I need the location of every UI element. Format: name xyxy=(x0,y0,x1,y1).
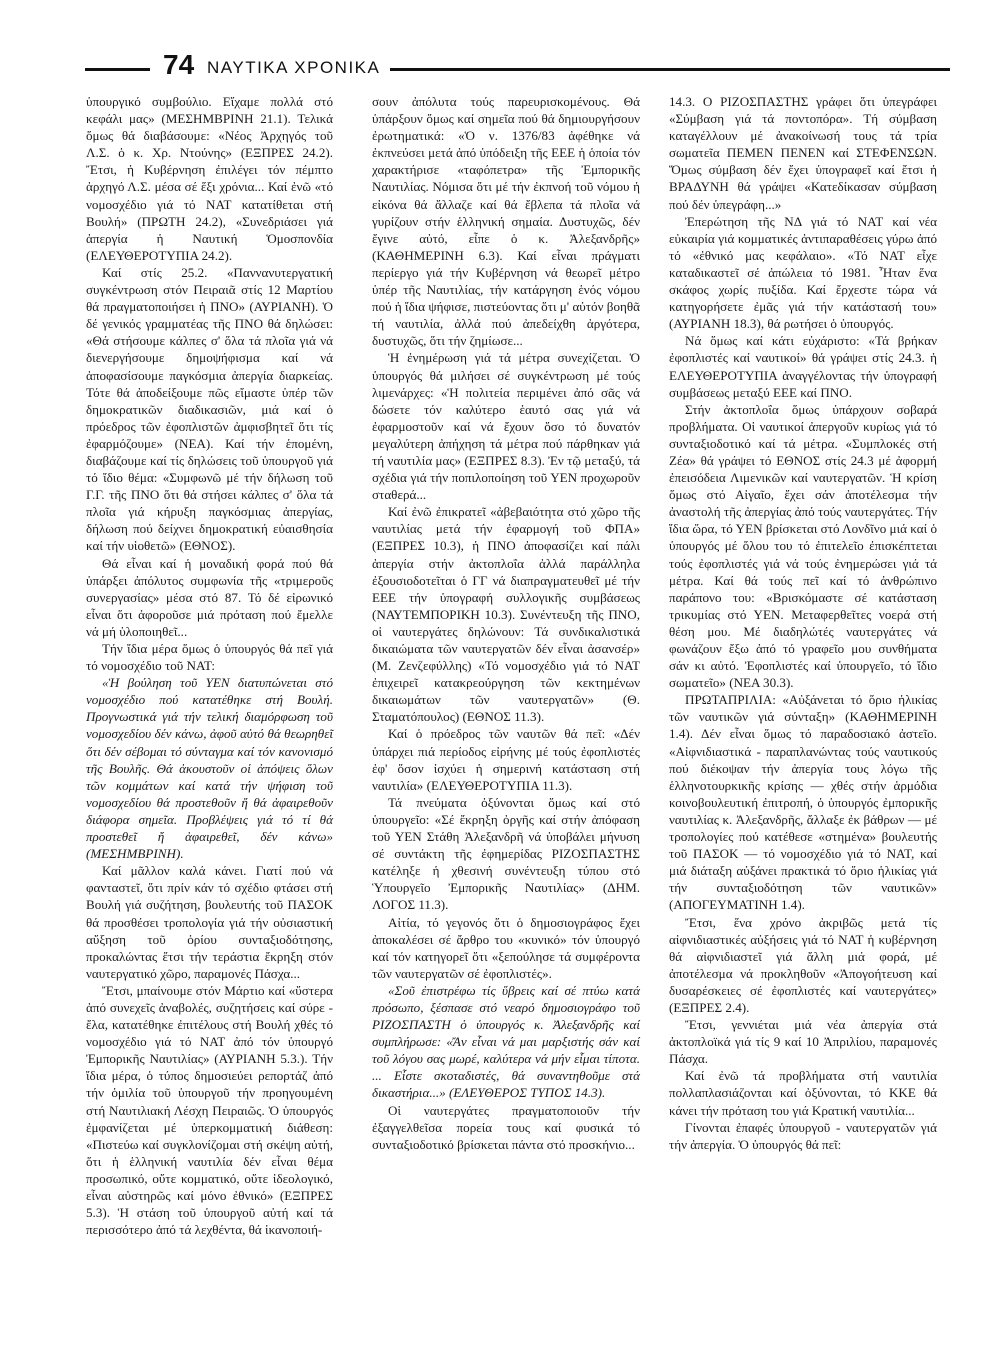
paragraph: 14.3. Ο ΡΙΖΟΣΠΑΣΤΗΣ γράφει ὅτι ὑπεγράφει «Σύμβαση γιά τά ποντοπόρα». Τή σύμβαση καταγέλλουν μέ ἀνακοίνωσή τους τά τρία σωματεῖα ΠΕΜΕΝ ΠΕΝΕΝ καί ΣΤΕΦΕΝΣΩΝ. Ὅμως σύμβαση δέν ἔχει ὑπογραφεῖ καί ἔτσι ἡ ΒΡΑΔΥΝΗ θά γράψει «Κατεδίκασαν σύμβαση πού δέν ὑπεγράφη...» xyxy=(669,94,937,212)
paragraph: Τήν ἴδια μέρα ὅμως ὁ ὑπουργός θά πεῖ γιά τό νομοσχέδιο τοῦ ΝΑΤ: xyxy=(86,641,333,674)
paragraph: Καί στίς 25.2. «Παννανυτεργατική συγκέντρωση στόν Πειραιᾶ στίς 12 Μαρτίου θά πραγματοποιήσει ἡ ΠΝΟ» (ΑΥΡΙΑΝΗ). Ὁ δέ γενικός γραμματέας τῆς ΠΝΟ θά δηλώσει: «Θά στήσουμε κάλπες σ' ὅλα τά πλοῖα γιά νά διενεργήσουμε δημοψήφισμα καί νά ἀποφασίσουμε παγκόσμια ἀπεργία διαρκείας. Τότε θά ἀποδείξουμε πῶς εἴμαστε ὑπέρ τῶν δημοκρατικῶν διαδικασιῶν, μιά καί ὁ πρόεδρος τῶν ἐφοπλιστῶν ἀμφισβητεῖ ὅτι τίς ἐφαρμόζουμε» (ΝΕΑ). Καί τήν ἑπομένη, διαβάζουμε καί τίς δηλώσεις τοῦ ὑπουργοῦ γιά τό ἴδιο θέμα: «Συμφωνῶ μέ τήν δήλωση τοῦ Γ.Γ. τῆς ΠΝΟ ὅτι θά στήσει κάλπες σ' ὅλα τά πλοῖα γιά κήρυξη παγκόσμιας ἀπεργίας, δήλωση πού δείχνει δημοκρατική εὐαισθησία καί τήν υἱοθετῶ» (ΕΘΝΟΣ). xyxy=(86,264,333,554)
paragraph: «Ἡ βούληση τοῦ ΥΕΝ διατυπώνεται στό νομοσχέδιο πού κατατέθηκε στή Βουλή. Προγνωστικά γιά τήν τελική διαμόρφωση τοῦ νομοσχεδίου δέν κάνω, ἀφοῦ αὐτό θά θεωρηθεῖ ὅτι δέν σέβομαι τό σύνταγμα καί τόν κανονισμό τῆς Βουλῆς. Θά ἀκουστοῦν οἱ ἀπόψεις ὅλων τῶν κομμάτων καί κατά τήν ψήφιση τοῦ νομοσχεδίου θά προστεθοῦν ἤ θά ἀφαιρεθοῦν διάφορα σημεῖα. Προβλέψεις γιά τό τί θά προστεθεῖ ἤ ἀφαιρεθεῖ, δέν κάνω» (ΜΕΣΗΜΒΡΙΝΗ). xyxy=(86,675,333,862)
page-number: 74 xyxy=(163,49,195,80)
text-column-3 xyxy=(669,93,937,1153)
paragraph: Γίνονται ἐπαφές ὑπουργοῦ - ναυτεργατῶν γιά τήν ἀπεργία. Ὁ ὑπουργός θά πεῖ: xyxy=(669,1119,937,1152)
paragraph: Ἐπερώτηση τῆς ΝΔ γιά τό ΝΑΤ καί νέα εὐκαιρία γιά κομματικές ἀντιπαραθέσεις γύρω ἀπό τό «ἐθνικό μας κεφάλαιο». «Τό ΝΑΤ εἶχε καταδικαστεῖ σέ ἀπώλεια τό 1981. Ἦταν ἕνα σκάφος χωρίς πυξίδα. Καί ἔρχεστε τώρα νά κατηγορήσετε ἐμᾶς γιά τήν κατάστασή του» (ΑΥΡΙΑΝΗ 18.3), θά ρωτήσει ὁ ὑπουργός. xyxy=(669,213,937,332)
header-rule-right xyxy=(390,68,950,71)
paragraph: ὑπουργικό συμβούλιο. Εἴχαμε πολλά στό κεφάλι μας» (ΜΕΣΗΜΒΡΙΝΗ 21.1). Τελικά ὅμως θά διαβάσουμε: «Νέος Ἀρχηγός τοῦ Λ.Σ. ὁ κ. Χρ. Ντούνης» (ΕΞΠΡΕΣ 24.2). Ἔτσι, ἡ Κυβέρνηση ἐπιλέγει τόν πέμπτο ἀρχηγό Λ.Σ. μέσα σέ ἕξι χρόνια... Καί ἐνῶ «τό νομοσχέδιο γιά τό ΝΑΤ κατατίθεται στή Βουλή» (ΠΡΩΤΗ 24.2), «Συνεδριάσει γιά ἀπεργία ἡ Ναυτική Ὁμοσπονδία (ΕΛΕΥΘΕΡΟΤΥΠΙΑ 24.2). xyxy=(86,94,333,263)
paragraph: Οἱ ναυτεργάτες πραγματοποιοῦν τήν ἐξαγγελθεῖσα πορεία τους καί φυσικά τό συνταξιοδοτικό βρίσκεται πάντα στό προσκήνιο... xyxy=(372,1102,640,1152)
magazine-title: ΝΑΥΤΙΚΑ ΧΡΟΝΙΚΑ xyxy=(207,58,381,77)
paragraph: Καί ὁ πρόεδρος τῶν ναυτῶν θά πεῖ: «Δέν ὑπάρχει πιά περίοδος εἰρήνης μέ τούς ἐφοπλιστές ἐφ' ὅσον ἰσχύει ἡ σημερινή κατάσταση στή ναυτιλία» (ΕΛΕΥΘΕΡΟΤΥΠΙΑ 11.3). xyxy=(372,726,640,793)
paragraph: Ἔτσι, ἕνα χρόνο ἀκριβῶς μετά τίς αἰφνιδιαστικές αὐξήσεις γιά τό ΝΑΤ ἡ κυβέρνηση θά αἰφνιδιαστεῖ γιά ἄλλη μιά φορά, μέ ἀποτέλεσμα νά προκληθοῦν «Ἀπογοήτευση καί δυσαρέσκειες σέ ἐφοπλιστές καί ναυτεργάτες» (ΕΞΠΡΕΣ 2.4). xyxy=(669,914,937,1015)
paragraph: Ἔτσι, γεννιέται μιά νέα ἀπεργία στά ἀκτοπλοϊκά γιά τίς 9 καί 10 Ἀπριλίου, παραμονές Πάσχα. xyxy=(669,1017,937,1067)
paragraph: Καί μᾶλλον καλά κάνει. Γιατί πού νά φανταστεῖ, ὅτι πρίν κάν τό σχέδιο φτάσει στή Βουλή γιά συζήτηση, βουλευτής τοῦ ΠΑΣΟΚ θά προσθέσει τροπολογία γιά τήν οὐσιαστική αὔξηση τοῦ ὁρίου συνταξιοδότησης, προκαλώντας ἔτσι τήν τεράστια ἔκρηξη στόν ναυτεργατικό χῶρο, παραμονές Πάσχα... xyxy=(86,863,333,981)
header-rule-left xyxy=(85,68,150,71)
paragraph: Ἡ ἐνημέρωση γιά τά μέτρα συνεχίζεται. Ὁ ὑπουργός θά μιλήσει σέ συγκέντρωση μέ τούς λιμενάρχες: «Ἡ πολιτεία περιμένει ἀπό σᾶς νά δώσετε τόν καλύτερο ἑαυτό σας γιά νά ἐφαρμοστοῦν καί νά ἔχουν ὅσο τό δυνατόν μεγαλύτερη ἀπήχηση τά μέτρα πού πάρθηκαν γιά τή ναυτιλία μας» (ΕΞΠΡΕΣ 8.3). Ἐν τῷ μεταξύ, τά σχέδια γιά τήν ποπιλοποίηση τοῦ ΥΕΝ προχωροῦν σταθερά... xyxy=(372,350,640,503)
paragraph: ΠΡΩΤΑΠΡΙΛΙΑ: «Αὐξάνεται τό ὅριο ἡλικίας τῶν ναυτικῶν γιά σύνταξη» (ΚΑΘΗΜΕΡΙΝΗ 1.4). Δέν εἶναι ὅμως τό παραδοσιακό ἀστεῖο. «Αἰφνιδιαστικά - παραπλανώντας τούς ναυτικούς πού διέκοψαν τήν ἀπεργία τους λόγω τῆς ἑλληνοτουρκικῆς κρίσης — χθές στήν ἁρμόδια κοινοβουλευτική ἐπιτροπή, ὁ ὑπουργός ἐμπορικῆς ναυτιλίας κ. Ἀλεξανδρῆς, ἄλλαξε ἐκ βάθρων — μέ τροπολογίες πού κατέθεσε «στημένα» βουλευτής τοῦ ΠΑΣΟΚ — τό νομοσχέδιο γιά τό ΝΑΤ, καί μιά διάταξη αὐξάνει πρακτικά τό ὅριο ἡλικίας γιά τήν συνταξιοδότηση τῶν ναυτικῶν» (ΑΠΟΓΕΥΜΑΤΙΝΗ 1.4). xyxy=(669,692,937,913)
paragraph: Καί ἐνῶ τά προβλήματα στή ναυτιλία πολλαπλασιάζονται καί ὀξύνονται, τό ΚΚΕ θά κάνει τήν πρόταση του γιά Κρατική ναυτιλία... xyxy=(669,1068,937,1118)
paragraph: Τά πνεύματα ὀξύνονται ὅμως καί στό ὑπουργεῖο: «Σέ ἔκρηξη ὀργῆς καί στήν ἀπόφαση τοῦ ΥΕΝ Στάθη Ἀλεξανδρῆ νά ὑποβάλει μήνυση σέ συντάκτη τῆς ἐφημερίδας ΡΙΖΟΣΠΑΣΤΗΣ κατέληξε ἡ χθεσινή συνέντευξη τύπου στό Ὑπουργεῖο Ἐμπορικῆς Ναυτιλίας» (ΔΗΜ. ΛΟΓΟΣ 11.3). xyxy=(372,794,640,913)
text-column-1 xyxy=(86,93,333,1238)
paragraph: Αἰτία, τό γεγονός ὅτι ὁ δημοσιογράφος ἔχει ἀποκαλέσει σέ ἄρθρο του «κυνικό» τόν ὑπουργό καί τόν κατηγορεῖ ὅτι «ξεπούλησε τά συμφέροντα τῶν ναυτεργατῶν σέ ἐφοπλιστές». xyxy=(372,914,640,981)
text-column-2 xyxy=(372,93,640,1153)
paragraph: Νά ὅμως καί κάτι εὐχάριστο: «Τά βρήκαν ἐφοπλιστές καί ναυτικοί» θά γράψει στίς 24.3. ἡ ΕΛΕΥΘΕΡΟΤΥΠΙΑ ἀναγγέλοντας τήν ὑπογραφή συμβάσεως μεταξύ ΕΕΕ καί ΠΝΟ. xyxy=(669,333,937,400)
paragraph: Στήν ἀκτοπλοΐα ὅμως ὑπάρχουν σοβαρά προβλήματα. Οἱ ναυτικοί ἀπεργοῦν κυρίως γιά τό συνταξιοδοτικό καί τά μέτρα. «Συμπλοκές στή Ζέα» θά γράψει τό ΕΘΝΟΣ στίς 24.3 μέ ἀφορμή ἐπεισόδεια Λιμενικῶν καί ναυτεργατῶν. Ἡ κρίση ὅμως στό Αἰγαῖο, ἔχει σάν ἀποτέλεσμα τήν ἀναστολή τῆς ἀπεργίας ἀπό τούς ναυτεργάτες. Τήν ἴδια ὥρα, τό ΥΕΝ βρίσκεται στό Λονδῖνο μιά καί ὁ ὑπουργός μέ ὅλου του τό ἐπιτελεῖο ἐπισκέπτεται τούς ἐφοπλιστές γιά νά τούς ἐνημερώσει γιά τά μέτρα. Καί θά τούς πεῖ καί τό ἀνθρώπινο παράπονο του: «Βρισκόμαστε σέ κατάσταση τρικυμίας στό ΥΕΝ. Μεταφερθεῖτες νοερά στή θέση μου. Μέ διαδηλώτές ναυτεργάτες νά φωνάζουν ἔξω ἀπό τό γραφεῖο μου συνθήματα σάν κι αὐτό. Ἐφοπλιστές καί ὑπουργεῖο, τό ἴδιο σωματεῖο» (ΝΕΑ 30.3). xyxy=(669,401,937,691)
page-header xyxy=(85,48,950,88)
paragraph: Ἔτσι, μπαίνουμε στόν Μάρτιο καί «ὕστερα ἀπό συνεχεῖς ἀναβολές, συζητήσεις καί σύρε - ἔλα, κατατέθηκε ἐπιτέλους στή Βουλή χθές τό νομοσχέδιο γιά τό ΝΑΤ ἀπό τόν ὑπουργό Ἐμπορικῆς Ναυτιλίας» (ΑΥΡΙΑΝΗ 5.3.). Τήν ἴδια μέρα, ὁ τύπος δημοσιεύει ρεπορτάζ ἀπό τήν ὁμιλία τοῦ ὑπουργοῦ τήν προηγουμένη στή Ναυτιλιακή Λέσχη Πειραιῶς. Ὁ ὑπουργός ἐμφανίζεται μέ ὑπερκομματική διάθεση: «Πιστεύω καί συγκλονίζομαι στή σκέψη αὐτή, ὅτι ἡ ἑλληνική ναυτιλία δέν εἶναι θέμα προσωπικό, οὔτε κομματικό, οὔτε ἰδεολογικό, εἶναι αὐστηρῶς καί μόνο ἐθνικό» (ΕΞΠΡΕΣ 5.3). Ἡ στάση τοῦ ὑπουργοῦ αὐτή καί τά περισσότερο ἀπό τά λεχθέντα, θά ἱκανοποιή- xyxy=(86,982,333,1238)
paragraph: Θά εἶναι καί ἡ μοναδική φορά πού θά ὑπάρξει ἀπόλυτος συμφωνία τῆς «τριμεροῦς συνεργασίας» μέσα στό 87. Τό δέ εἰρωνικό εἶναι ὅτι ἀφοροῦσε μιά πρόταση πού ἔμελλε νά μή ὑλοποιηθεῖ... xyxy=(86,555,333,639)
paragraph: «Σοῦ ἐπιστρέφω τίς ὕβρεις καί σέ πτύω κατά πρόσωπο, ξέσπασε στό νεαρό δημοσιογράφο τοῦ ΡΙΖΟΣΠΑΣΤΗ ὁ ὑπουργός κ. Ἀλεξανδρῆς καί συμπλήρωσε: «Ἄν εἶναι νά μαι μαρξιστής σάν καί τοῦ λόγου σας μωρέ, καλύτερα νά μήν εἶμαι τίποτα. ... Εἶστε σκοταδιστές, θά συναντηθοῦμε στά δικαστήρια...» (ΕΛΕΥΘΕΡΟΣ ΤΥΠΟΣ 14.3). xyxy=(372,982,640,1101)
paragraph: σουν ἀπόλυτα τούς παρευρισκομένους. Θά ὑπάρξουν ὅμως καί σημεῖα πού θά δημιουργήσουν ἐρωτηματικά: «Ὁ ν. 1376/83 ἀφέθηκε νά ἐκπνεύσει μετά ἀπό ὑπόδειξη τῆς ΕΕΕ ἡ ὁποία τόν χαρακτήρισε «ταφόπετρα» τῆς Ἐμπορικῆς Ναυτιλίας. Νόμισα ὅτι μέ τήν ἐκπνοή τοῦ νόμου ἡ εἰκόνα θά ἄλλαζε καί θά ἔβλεπα τά πλοῖα νά γυρίζουν στήν ἑλληνική σημαία. Δυστυχῶς, δέν ἔγινε αὐτό, εἶπε ὁ κ. Ἀλεξανδρῆς» (ΚΑΘΗΜΕΡΙΝΗ 6.3). Καί εἶναι πράγματι περίεργο γιά τήν Κυβέρνηση νά θεωρεῖ μέτρο ὑπέρ τῆς Ναυτιλίας, τήν κατάργηση ἑνός νόμου πού ἡ ἴδια ψήφισε, πιστεύοντας ὅτι μ' αὐτόν βοηθᾶ τή ναυτιλία, ἀλλά πού ἀπεδείχθη ἀργότερα, δυστυχῶς, ὅτι τήν ζημίωσε... xyxy=(372,94,640,349)
paragraph: Καί ἐνῶ ἐπικρατεῖ «ἀβεβαιότητα στό χῶρο τῆς ναυτιλίας μετά τήν ἐφαρμογή τοῦ ΦΠΑ» (ΕΞΠΡΕΣ 10.3), ἡ ΠΝΟ ἀποφασίζει καί πάλι ἀπεργία στήν ἀκτοπλοΐα ἀλλά παράλληλα ἐξουσιοδοτεῖται ὁ ΓΓ νά διαπραγματευθεῖ μέ τήν ΕΕΕ τήν ὑπογραφή συλλογικῆς συμβάσεως (ΝΑΥΤΕΜΠΟΡΙΚΗ 10.3). Συνέντευξη τῆς ΠΝΟ, οἱ ναυτεργάτες δηλώνουν: Τά συνδικαλιστικά δικαιώματα τῶν ναυτεργατῶν δέν εἶναι ἀσανσέρ» (Μ. Ζενζεφύλλης) «Τό νομοσχέδιο γιά τό ΝΑΤ ἐπιχειρεῖ κατακρεούργηση τῶν κεκτημένων δικαιωμάτων τῶν ναυτεργατῶν» (Θ. Σταματόπουλος) (ΕΘΝΟΣ 11.3). xyxy=(372,504,640,725)
